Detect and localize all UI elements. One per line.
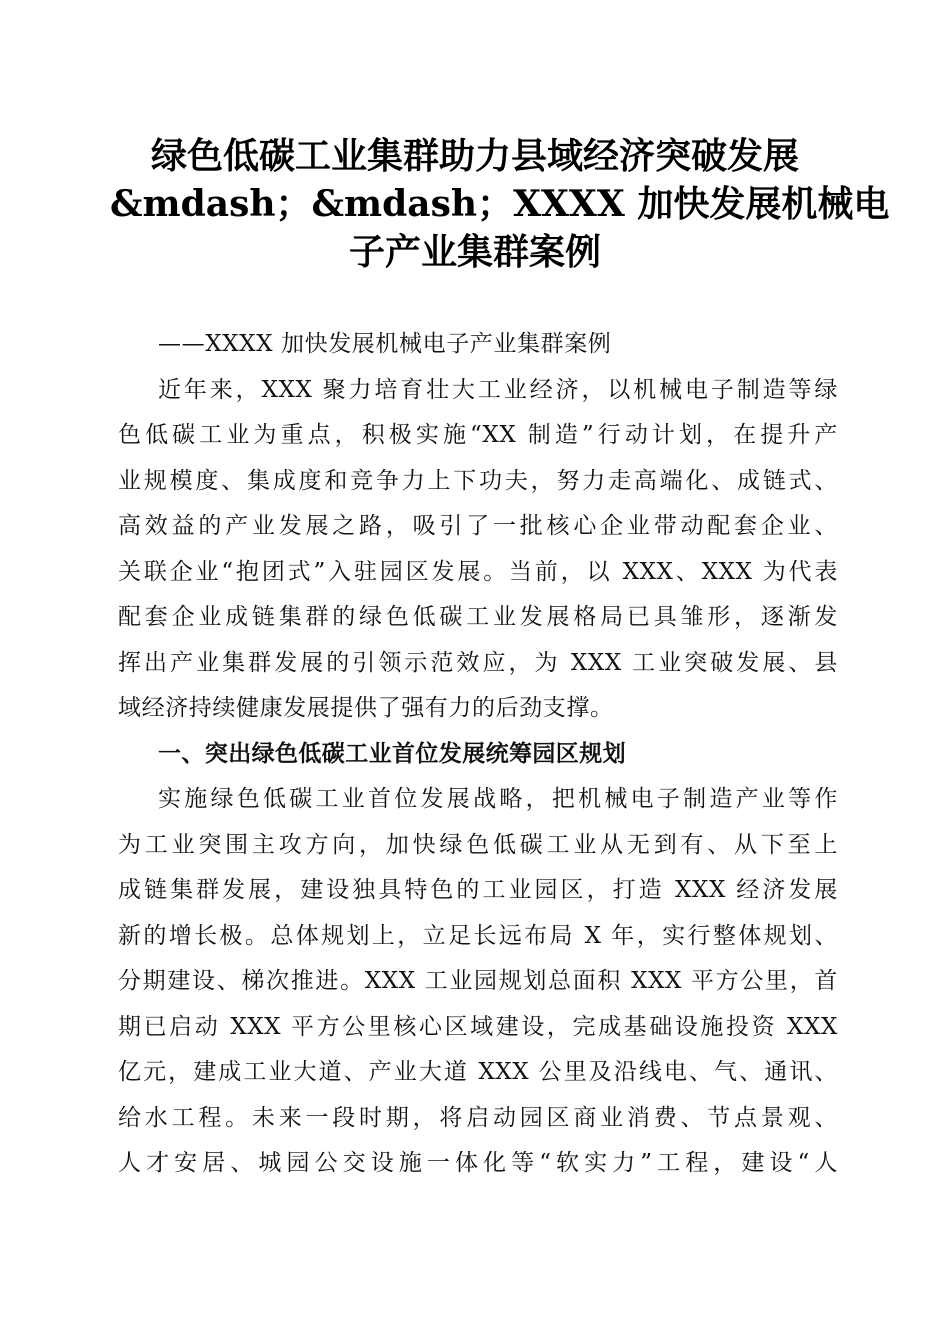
paragraph-1-line: 近年来，XXX 聚力培育壮大工业经济，以机械电子制造等绿 bbox=[158, 376, 838, 403]
paragraph-2-line: 成链集群发展，建设独具特色的工业园区，打造 XXX 经济发展 bbox=[118, 877, 838, 903]
paragraph-2-line: 期已启动 XXX 平方公里核心区域建设，完成基础设施投资 XXX bbox=[118, 1013, 838, 1040]
paragraph-2 bbox=[118, 777, 838, 1187]
paragraph-2-line: 亿元，建成工业大道、产业大道 XXX 公里及沿线电、气、通讯、 bbox=[118, 1059, 838, 1085]
paragraph-1-line: 色低碳工业为重点，积极实施“XX 制造”行动计划，在提升产 bbox=[118, 422, 838, 448]
subtitle: ——XXXX 加快发展机械电子产业集群案例 bbox=[158, 331, 612, 357]
paragraph-1 bbox=[118, 368, 838, 732]
paragraph-1-line: 业规模度、集成度和竞争力上下功夫，努力走高端化、成链式、 bbox=[118, 467, 838, 494]
paragraph-2-line: 为工业突围主攻方向，加快绿色低碳工业从无到有、从下至上 bbox=[118, 831, 838, 858]
paragraph-1-line: 高效益的产业发展之路，吸引了一批核心企业带动配套企业、 bbox=[118, 513, 838, 539]
title-line-2: &mdash；&mdash；XXXX 加快发展机械电 bbox=[110, 183, 890, 225]
paragraph-1-line: 挥出产业集群发展的引领示范效应，为 XXX 工业突破发展、县 bbox=[118, 649, 838, 676]
paragraph-2-line: 实施绿色低碳工业首位发展战略，把机械电子制造产业等作 bbox=[158, 786, 838, 812]
document-body bbox=[118, 322, 838, 1187]
paragraph-1-line: 配套企业成链集群的绿色低碳工业发展格局已具雏形，逐渐发 bbox=[118, 604, 838, 630]
title-line-3: 子产业集群案例 bbox=[348, 231, 601, 273]
title-line-1: 绿色低碳工业集群助力县域经济突破发展 bbox=[150, 135, 799, 177]
paragraph-2-line: 给水工程。未来一段时期，将启动园区商业消费、节点景观、 bbox=[118, 1104, 838, 1131]
section-heading: 一、突出绿色低碳工业首位发展统筹园区规划 bbox=[158, 740, 626, 767]
paragraph-1-line: 域经济持续健康发展提供了强有力的后劲支撑。 bbox=[118, 695, 614, 721]
paragraph-1-line: 关联企业“抱团式”入驻园区发展。当前，以 XXX、XXX 为代表 bbox=[118, 558, 838, 585]
paragraph-2-line: 新的增长极。总体规划上，立足长远布局 X 年，实行整体规划、 bbox=[118, 922, 838, 949]
paragraph-2-line: 分期建设、梯次推进。XXX 工业园规划总面积 XXX 平方公里，首 bbox=[118, 968, 838, 994]
paragraph-2-line: 人才安居、城园公交设施一体化等“软实力”工程，建设“人 bbox=[118, 1150, 838, 1176]
document-title bbox=[110, 132, 890, 276]
